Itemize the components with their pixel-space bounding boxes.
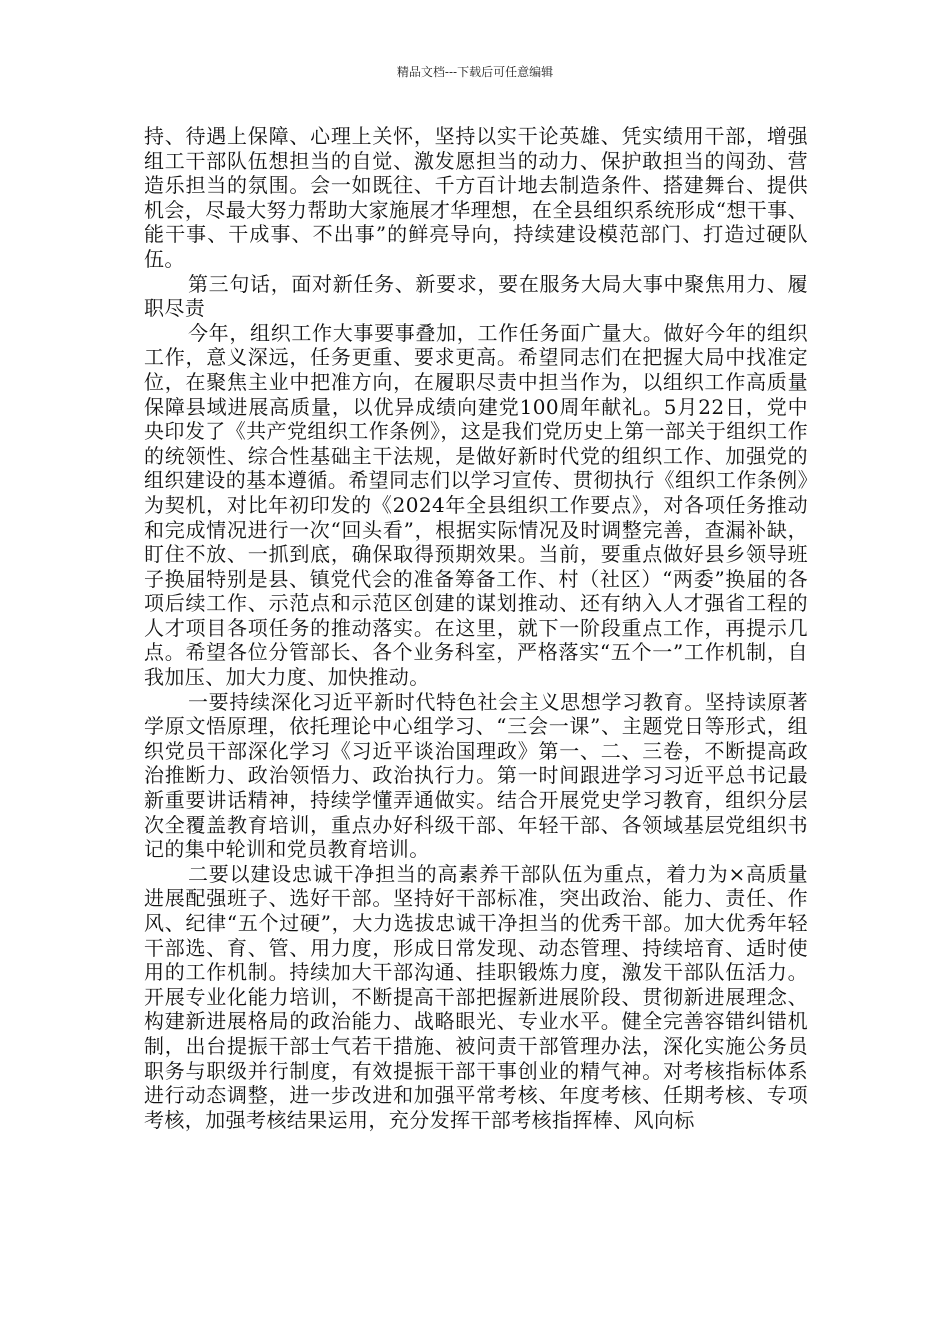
paragraph-continuation: 持、待遇上保障、心理上关怀，坚持以实干论英雄、凭实绩用干部，增强组工干部队伍想担当的自觉、激发愿担当的动力、保护敢担当的闯劲、营造乐担当的氛围。会一如既往、千方百计地去制造条件、搭建舞台、提供机会，尽最大努力帮助大家施展才华理想，在全县组织系统形成“想干事、能干事、干成事、不出事”的鲜亮导向，持续建设模范部门、打造过硬队伍。 [144,124,808,271]
paragraph-organization-work: 今年，组织工作大事要事叠加，工作任务面广量大。做好今年的组织工作，意义深远，任务更重、要求更高。希望同志们在把握大局中找准定位，在聚焦主业中把准方向，在履职尽责中担当作为，以组织工作高质量保障县域进展高质量，以优异成绩向建党100周年献礼。5月22日，党中央印发了《共产党组织工作条例》，这是我们党历史上第一部关于组织工作的统领性、综合性基础主干法规，是做好新时代党的组织工作、加强党的组织建设的基本遵循。希望同志们以学习宣传、贯彻执行《组织工作条例》为契机，对比年初印发的《2024年全县组织工作要点》，对各项任务推动和完成情况进行一次“回头看”，根据实际情况及时调整完善，查漏补缺，盯住不放、一抓到底，确保取得预期效果。当前，要重点做好县乡领导班子换届特别是县、镇党代会的准备筹备工作、村（社区）“两委”换届的各项后续工作、示范点和示范区创建的谋划推动、还有纳入人才强省工程的人才项目各项任务的推动落实。在这里，就下一阶段重点工作，再提示几点。希望各位分管部长、各个业务科室，严格落实“五个一”工作机制，自我加压、加大力度、加快推动。 [144,320,808,690]
document-body [144,124,808,1132]
paragraph-point-one: 一要持续深化习近平新时代特色社会主义思想学习教育。坚持读原著学原文悟原理，依托理论中心组学习、“三会一课”、主题党日等形式，组织党员干部深化学习《习近平谈治国理政》第一、二、三卷，不断提高政治推断力、政治领悟力、政治执行力。第一时间跟进学习习近平总书记最新重要讲话精神，持续学懂弄通做实。结合开展党史学习教育，组织分层次全覆盖教育培训，重点办好科级干部、年轻干部、各领域基层党组织书记的集中轮训和党员教育培训。 [144,689,808,862]
paragraph-point-two: 二要以建设忠诚干净担当的高素养干部队伍为重点，着力为×高质量进展配强班子、选好干部。坚持好干部标准，突出政治、能力、责任、作风、纪律“五个过硬”，大力选拔忠诚干净担当的优秀干部。加大优秀年轻干部选、育、管、用力度，形成日常发现、动态管理、持续培育、适时使用的工作机制。持续加大干部沟通、挂职锻炼力度，激发干部队伍活力。开展专业化能力培训，不断提高干部把握新进展阶段、贯彻新进展理念、构建新进展格局的政治能力、战略眼光、专业水平。健全完善容错纠错机制，出台提振干部士气若干措施、被问责干部管理办法，深化实施公务员职务与职级并行制度，有效提振干部干事创业的精气神。对考核指标体系进行动态调整，进一步改进和加强平常考核、年度考核、任期考核、专项考核，加强考核结果运用，充分发挥干部考核指挥棒、风向标 [144,861,808,1132]
section-heading-third: 第三句话，面对新任务、新要求，要在服务大局大事中聚焦用力、履职尽责 [144,271,808,321]
page-header: 精品文档---下载后可任意编辑 [396,65,554,79]
